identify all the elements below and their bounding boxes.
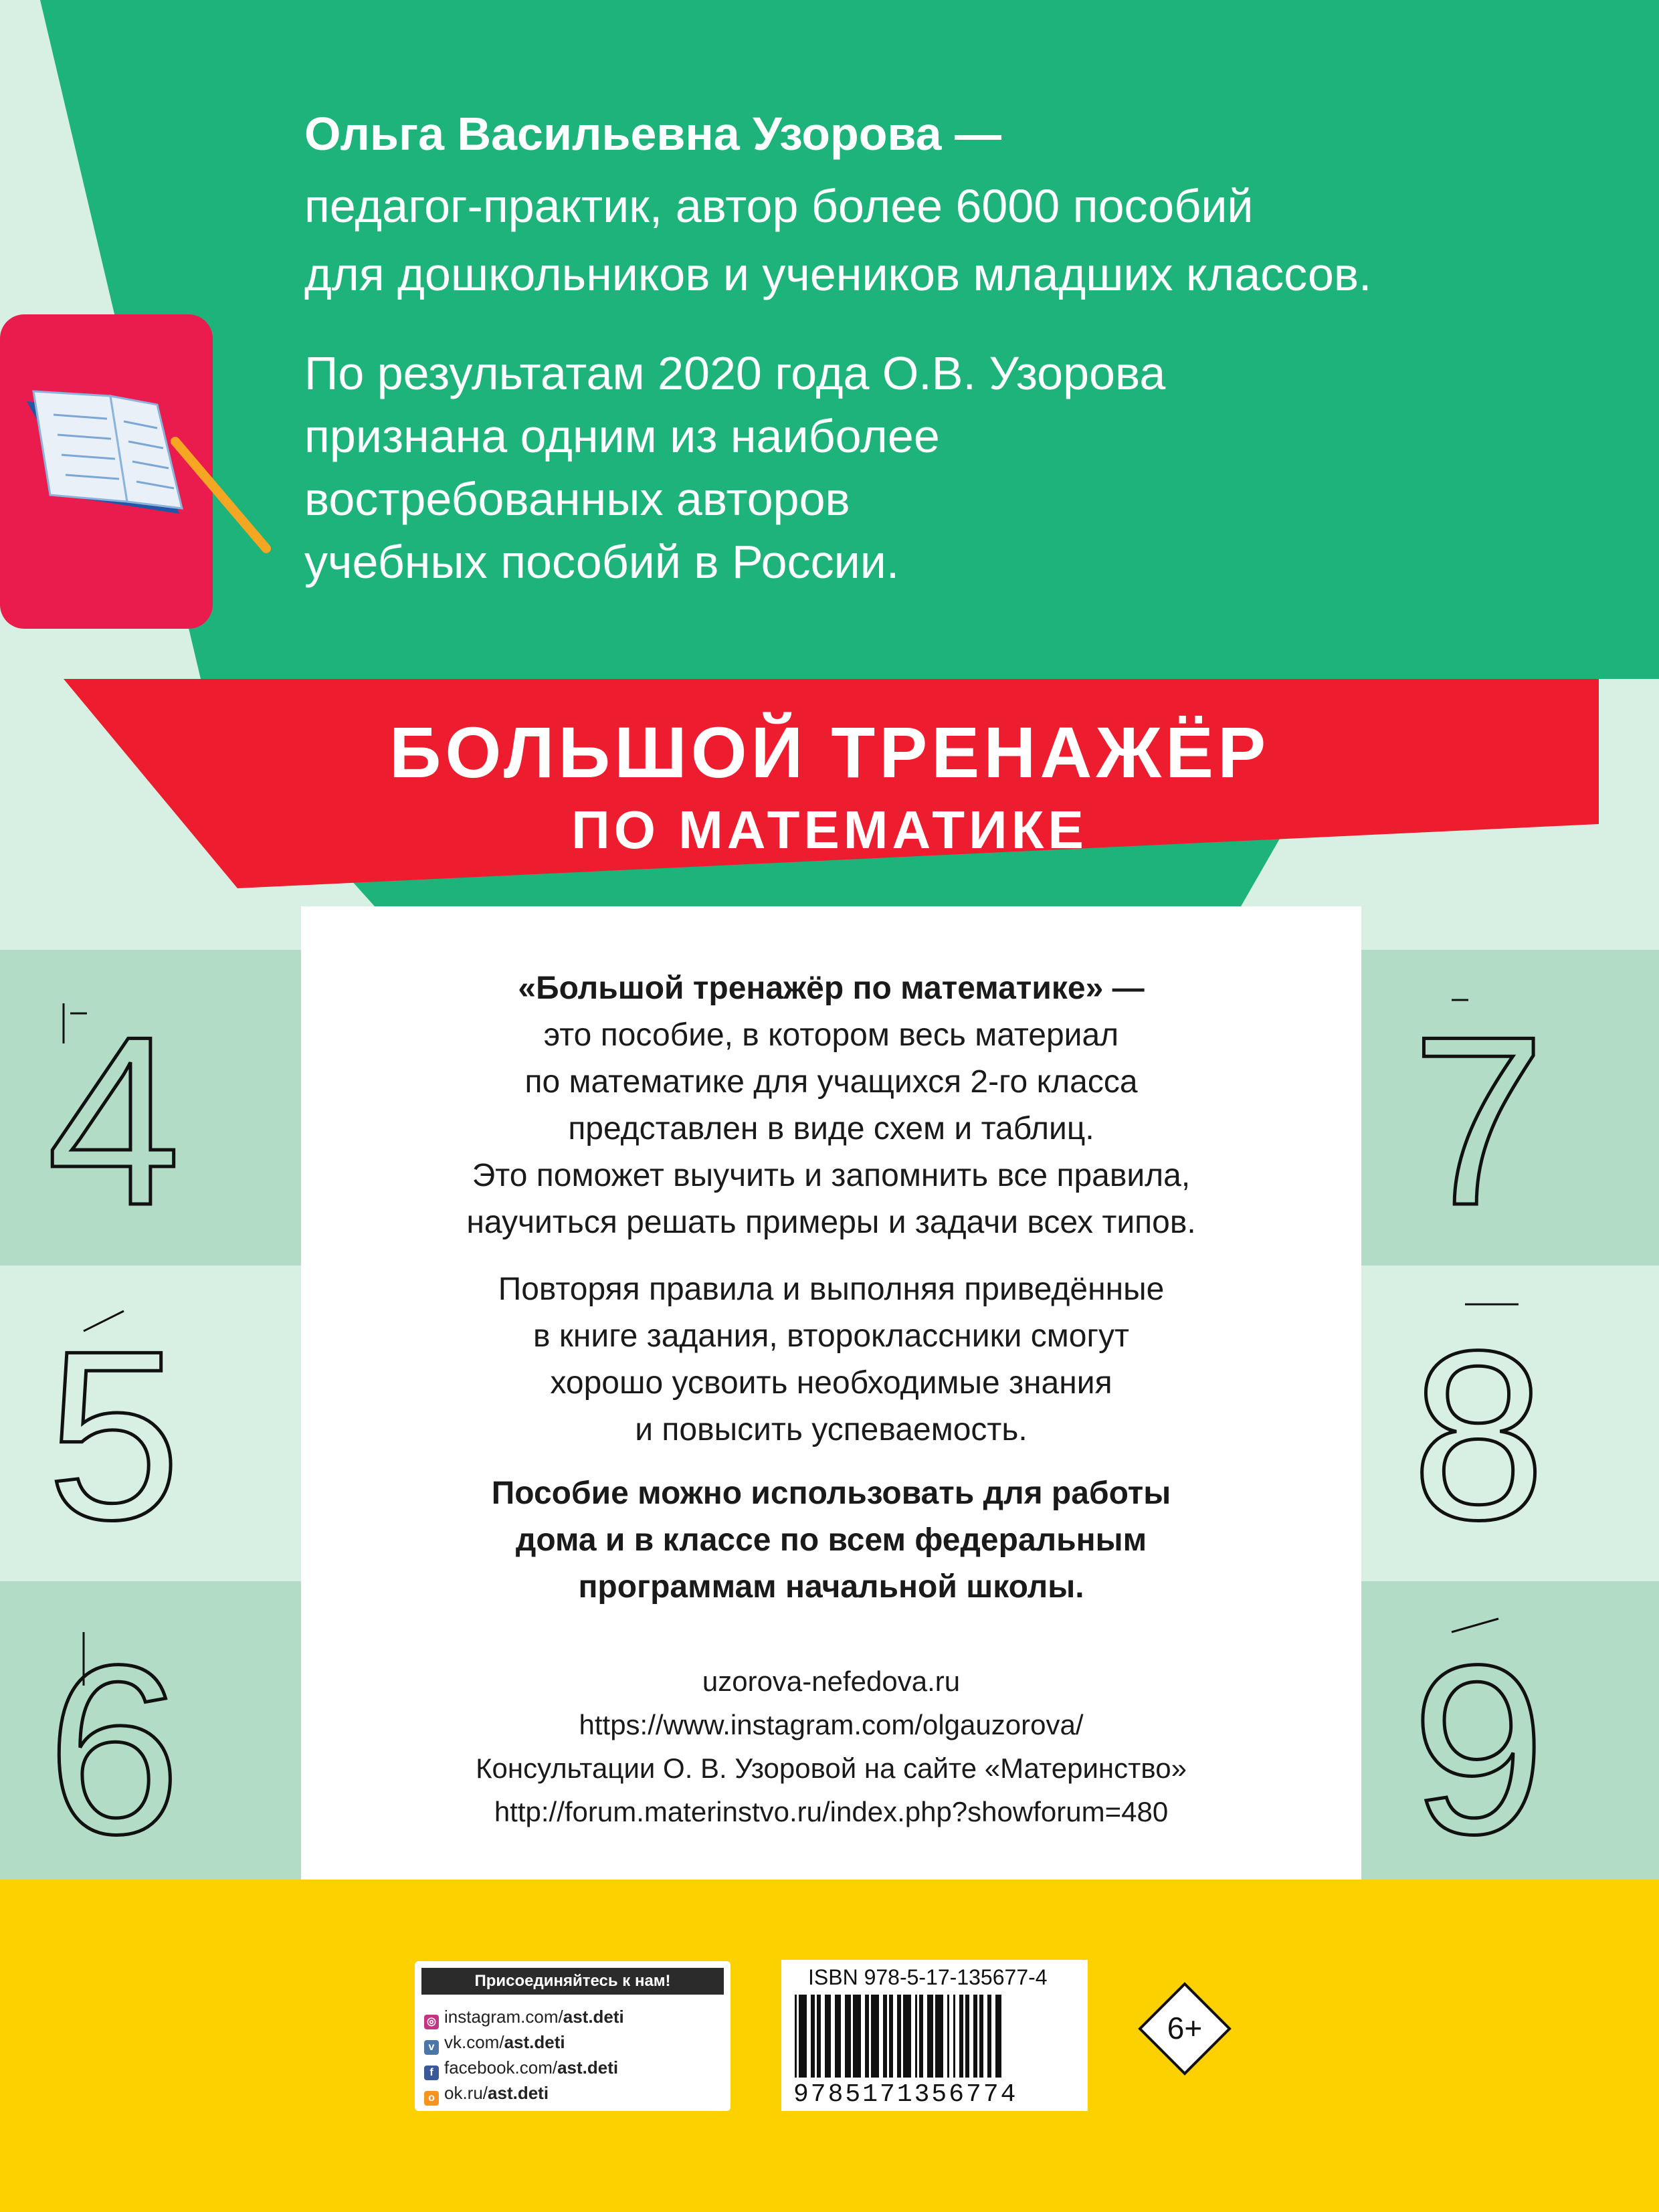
description-usage-line-1: Пособие можно использовать для работы: [491, 1476, 1171, 1511]
digit-6: 6: [47, 1615, 181, 1884]
vk-icon: v: [424, 2040, 439, 2055]
author-bio-line-2: для дошкольников и учеников младших классов.: [304, 248, 1372, 300]
barcode-bar: [927, 1995, 933, 2078]
description-usage-line-3: программам начальной школы.: [578, 1569, 1084, 1605]
barcode-bar: [795, 1995, 797, 2078]
description-intro-title: «Большой тренажёр по математике» —: [518, 971, 1145, 1006]
description-practice-line-1: Повторяя правила и выполняя приведённые: [498, 1272, 1165, 1307]
barcode-bar: [979, 1995, 983, 2078]
instagram-icon: ◎: [424, 2015, 439, 2029]
barcode-bar: [947, 1995, 949, 2078]
author-name: Ольга Васильевна Узорова —: [304, 108, 1002, 160]
consultation-text: Консультации О. В. Узоровой на сайте «Материнство»: [476, 1752, 1187, 1784]
author-award-line-1: По результатам 2020 года О.В. Узорова: [304, 347, 1166, 399]
barcode-bar: [889, 1995, 893, 2078]
barcode-bar: [897, 1995, 901, 2078]
author-award-line-3: востребованных авторов: [304, 473, 850, 525]
barcode-bar: [965, 1995, 969, 2078]
age-rating-text: 6+: [1167, 2011, 1203, 2045]
facebook-icon: f: [424, 2066, 439, 2080]
description-intro-line-4: Это поможет выучить и запомнить все правила,: [472, 1158, 1191, 1193]
barcode-bar: [883, 1995, 887, 2078]
social-links-box: [415, 1961, 730, 2111]
book-title: БОЛЬШОЙ ТРЕНАЖЁР: [389, 712, 1270, 793]
author-award-line-4: учебных пособий в России.: [304, 536, 900, 588]
description-usage-line-2: дома и в классе по всем федеральным: [515, 1522, 1147, 1558]
barcode-bar: [853, 1995, 861, 2078]
digit-9: 9: [1411, 1615, 1546, 1884]
description-practice-line-4: и повысить успеваемость.: [635, 1412, 1028, 1447]
isbn-label: ISBN 978-5-17-135677-4: [808, 1965, 1048, 1989]
barcode-bar: [817, 1995, 821, 2078]
barcode-bar: [995, 1995, 1001, 2078]
social-row-odnoklassniki[interactable]: o ok.ru/ast.deti: [424, 2083, 549, 2106]
description-intro-line-2: по математике для учащихся 2-го класса: [524, 1064, 1138, 1100]
link-website[interactable]: uzorova-nefedova.ru: [702, 1666, 961, 1697]
barcode-bar: [825, 1995, 831, 2078]
isbn-barcode: [781, 1960, 1088, 2111]
ean-number: 9785171356774: [793, 2080, 1018, 2109]
social-heading: Присоединяйтесь к нам!: [421, 1968, 724, 1995]
barcode-bar: [799, 1995, 807, 2078]
social-row-vk[interactable]: v vk.com/ast.deti: [424, 2032, 565, 2055]
barcode-bar: [865, 1995, 869, 2078]
social-row-instagram[interactable]: ◎ instagram.com/ast.deti: [424, 2007, 624, 2029]
author-award-line-2: признана одним из наиболее: [304, 410, 940, 462]
barcode-bar: [871, 1995, 879, 2078]
description-intro-line-3: представлен в виде схем и таблиц.: [568, 1111, 1094, 1146]
barcode-bar: [903, 1995, 911, 2078]
link-instagram[interactable]: https://www.instagram.com/olgauzorova/: [579, 1709, 1084, 1740]
barcode-bar: [987, 1995, 991, 2078]
digit-5: 5: [47, 1301, 181, 1570]
social-row-facebook[interactable]: f facebook.com/ast.deti: [424, 2057, 618, 2080]
description-practice-line-3: хорошо усвоить необходимые знания: [550, 1365, 1112, 1401]
barcode-bar: [919, 1995, 923, 2078]
barcode-bar: [835, 1995, 841, 2078]
barcode-bar: [959, 1995, 963, 2078]
digit-7: 7: [1411, 987, 1546, 1255]
digit-8: 8: [1411, 1301, 1546, 1570]
description-intro-line-5: научиться решать примеры и задачи всех типов.: [466, 1205, 1196, 1240]
description-practice-line-2: в книге задания, второклассники смогут: [533, 1318, 1129, 1354]
book-subtitle: ПО МАТЕМАТИКЕ: [571, 800, 1088, 860]
odnoklassniki-icon: o: [424, 2091, 439, 2106]
barcode-bar: [845, 1995, 851, 2078]
barcode-bar: [811, 1995, 815, 2078]
barcode-bar: [935, 1995, 943, 2078]
barcode-bar: [915, 1995, 917, 2078]
description-intro-line-1: это пособие, в котором весь материал: [543, 1017, 1119, 1053]
barcode-bar: [973, 1995, 977, 2078]
author-bio-line-1: педагог-практик, автор более 6000 пособий: [304, 180, 1254, 232]
description-panel: [301, 906, 1361, 1880]
barcode-bar: [953, 1995, 955, 2078]
age-rating-badge: [1137, 1981, 1232, 2076]
digit-4: 4: [47, 987, 181, 1255]
link-forum[interactable]: http://forum.materinstvo.ru/index.php?showforum=480: [494, 1796, 1169, 1827]
